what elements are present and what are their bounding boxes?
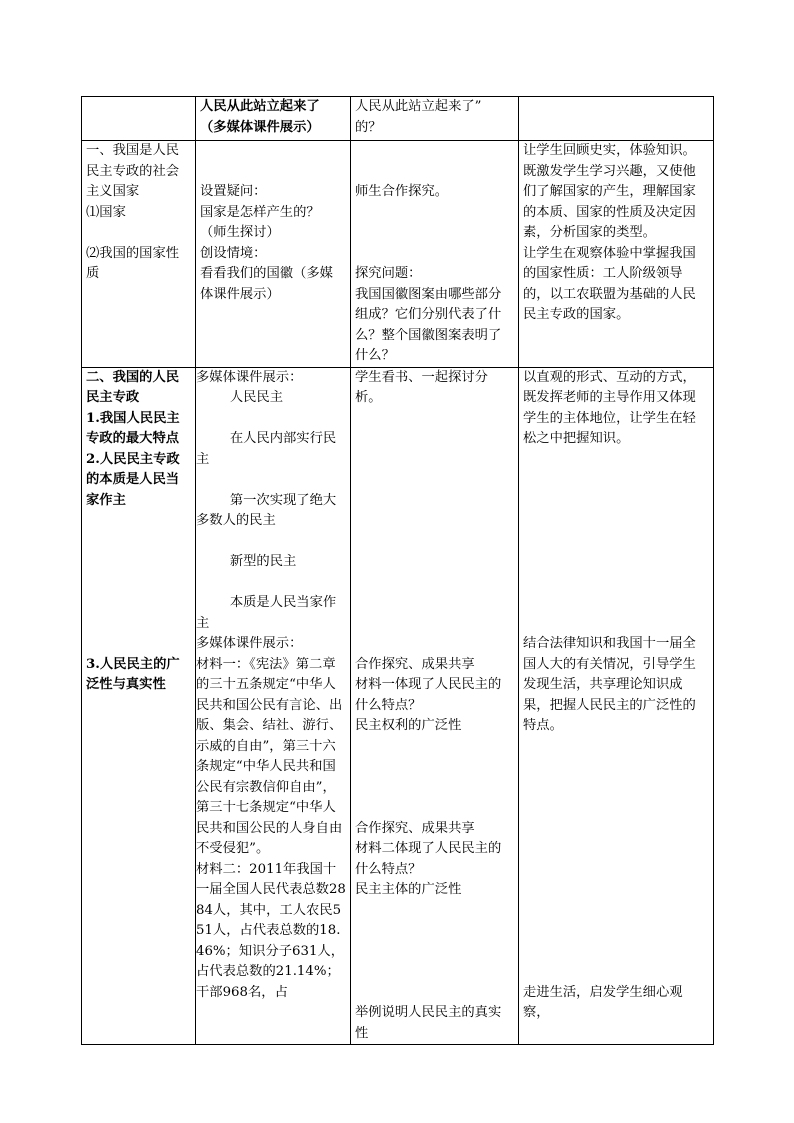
table-cell [196,97,351,141]
table-cell [82,141,196,368]
table-cell [519,97,714,141]
cell-text: 以直观的形式、互动的方式，既发挥老师的主导作用又体现学生的主体地位，让学生在轻松之中把握知识。 结合法律知识和我国十一届全国人大的有关情况，引导学生发现生活，共享理论知识成果，把握人民民主的广泛性的特点。 走进生活，启发学生细心观察， [523,369,696,1020]
lesson-plan-table [81,96,714,1045]
table-row [82,367,714,1045]
table-cell [196,367,351,1045]
cell-text: 师生合作探究。 探究问题： 我国国徽图案由哪些部分组成？它们分别代表了什么？整个国徽图案表明了什么？ [355,184,502,363]
cell-text: 一、我国是人民民主专政的社会主义国家 ⑴国家 ⑵我国的国家性质 [86,143,180,281]
table-cell [519,367,714,1045]
cell-text: 人民从此站立起来了 （多媒体课件展示） [200,99,320,135]
table-row [82,97,714,141]
table-cell [351,141,519,368]
cell-text: 多媒体课件展示： 人民民主 在人民内部实行民主 第一次实现了绝大多数人的民主 新型的民主 本质是人民当家作主 多媒体课件展示： 材料一：《宪法》第二章的三十五条规定“中华人民共和国公民有言论、出版、集会、结社、游行、示威的自由”，第三十六条规定“中华人民共和国公民有宗教信仰自由”，第三十七条规定“中华人民共和国公民的人身自由不受侵犯”。 材料二：2011年我国十一届全国人民代表总数2884人，其中，工人农民551人，占代表总数的18.46%；知识分子631人，占代表总数的21.14%；干部968名，占 [196,369,346,1000]
cell-text: 让学生回顾史实，体验知识。既激发学生学习兴趣，又使他们了解国家的产生，理解国家的本质、国家的性质及决定因素，分析国家的类型。 让学生在观察体验中掌握我国的国家性质：工人阶级领导的，以工农联盟为基础的人民民主专政的国家。 [523,143,696,322]
cell-text: 设置疑问： 国家是怎样产生的？ （师生探讨） 创设情境： 看看我们的国徽（多媒体课件展示） [200,184,333,302]
table-cell [519,141,714,368]
cell-text: 二、我国的人民民主专政 1.我国人民民主专政的最大特点 2.人民民主专政的本质是人民当家作主 3.人民民主的广泛性与真实性 [86,369,180,692]
table-cell [351,367,519,1045]
table-cell [82,97,196,141]
table-cell [82,367,196,1045]
table-cell [351,97,519,141]
table-row [82,141,714,368]
cell-text: 人民从此站立起来了” 的？ [355,99,482,135]
cell-text: 学生看书、一起探讨分析。 合作探究、成果共享 材料一体现了人民民主的什么特点？ 民主权利的广泛性 合作探究、成果共享 材料二体现了人民民主的什么特点？ 民主主体的广泛性 举例说明人民民主的真实性 [355,369,502,1041]
table-cell [196,141,351,368]
